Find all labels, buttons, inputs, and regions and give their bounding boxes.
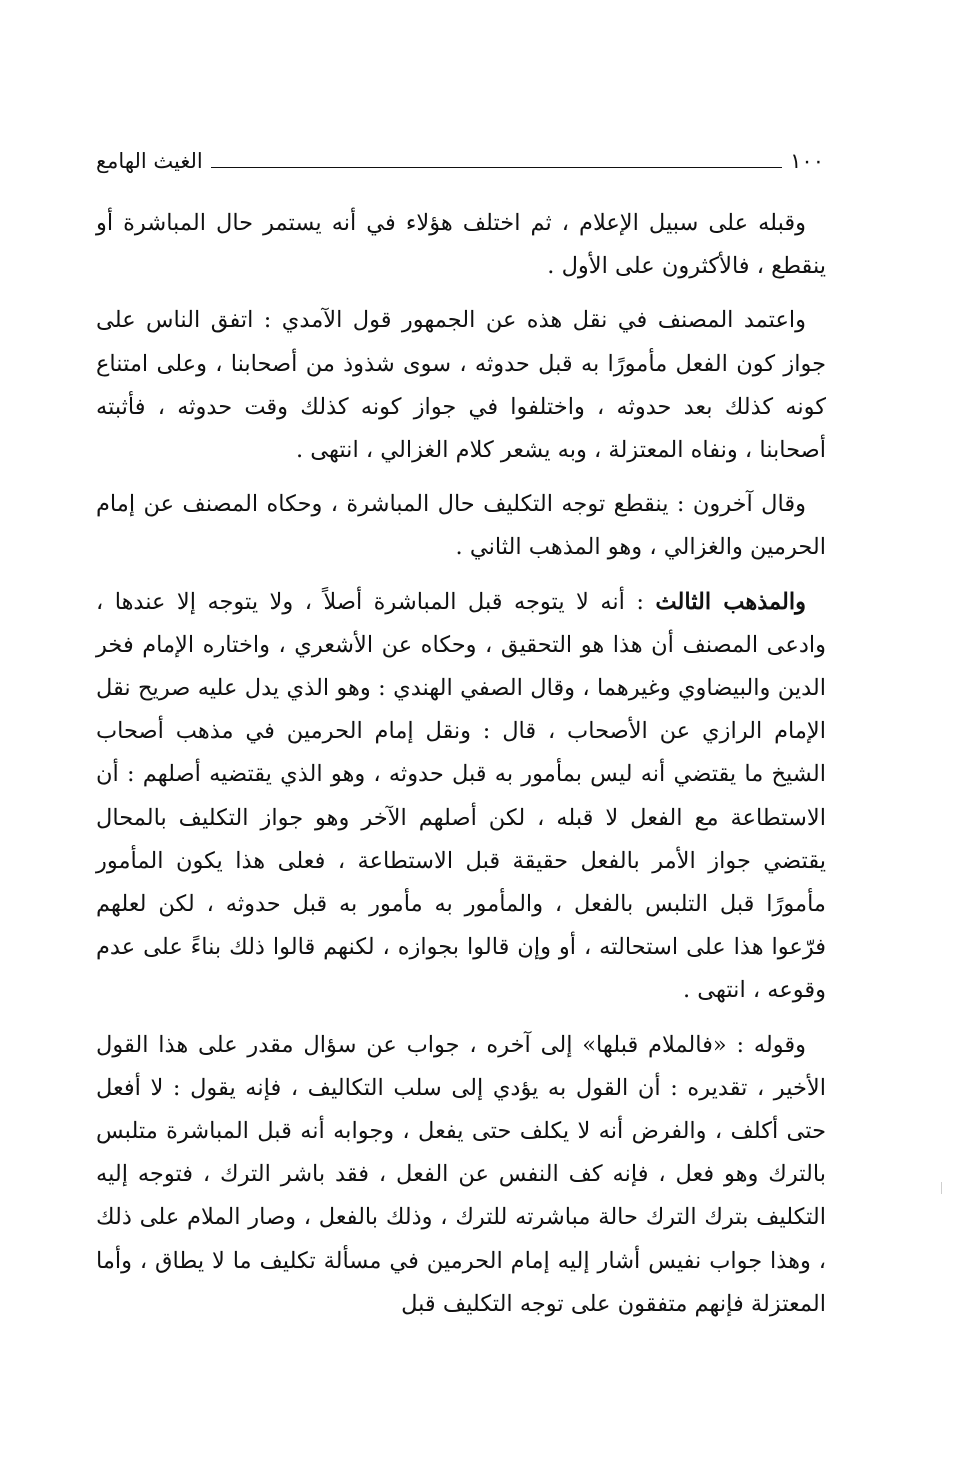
- page-number: ١٠٠: [790, 149, 824, 173]
- paragraph-5: وقوله : «فالملام قبلها» إلى آخره ، جواب عن سؤال مقدر على هذا القول الأخير ، تقديره : أن القول به يؤدي إلى سلب التكاليف ، فإنه يقول : لا أفعل حتى أكلف ، والفرض أنه لا يكلف حتى يفعل ، وجوابه أنه قبل المباشرة متلبس بالترك وهو فعل ، فإنه كف النفس عن الفعل ، فقد باشر الترك ، فتوجه إليه التكليف بترك الترك حالة مباشرته للترك ، وذلك بالفعل ، وصار الملام على ذلك ، وهذا جواب نفيس أشار إليه إمام الحرمين في مسألة تكليف ما لا يطاق ، وأما المعتزلة فإنهم متفقون على توجه التكليف قبل: [96, 1031, 826, 1317]
- paragraph-4: [96, 581, 826, 1013]
- header-rule: [211, 167, 782, 168]
- paragraph-2: واعتمد المصنف في نقل هذه عن الجمهور قول الآمدي : اتفق الناس على جواز كون الفعل مأمورًا به قبل حدوثه ، سوى شذوذ من أصحابنا ، وعلى امتناع كونه كذلك بعد حدوثه ، واختلفوا في جواز كونه كذلك وقت حدوثه ، فأثبته أصحابنا ، ونفاه المعتزلة ، وبه يشعر كلام الغزالي ، انتهى .: [96, 307, 826, 464]
- paragraph-4-text: : أنه لا يتوجه قبل المباشرة أصلاً ، ولا يتوجه إلا عندها ، وادعى المصنف أن هذا هو التحقيق ، وحكاه عن الأشعري ، واختاره الإمام فخر الدين والبيضاوي وغيرهما ، وقال الصفي الهندي : وهو الذي يدل عليه صريح نقل الإمام الرازي عن الأصحاب ، قال : ونقل إمام الحرمين في مذهب أصحاب الشيخ ما يقتضي أنه ليس بمأمور به قبل حدوثه ، وهو الذي يقتضيه أصلهم : أن الاستطاعة مع الفعل لا قبله ، لكن أصلهم الآخر وهو جواز التكليف بالمحال يقتضي جواز الأمر بالفعل حقيقة قبل الاستطاعة ، فعلى هذا يكون المأمور مأمورًا قبل التلبس بالفعل ، والمأمور به مأمور به قبل حدوثه ، لكن لعلهم فرّعوا هذا على استحالته ، أو وإن قالوا بجوازه ، لكنهم قالوا ذلك بناءً على عدم وقوعه ، انتهى .: [96, 588, 826, 1004]
- scan-edge-mark: [941, 1182, 942, 1194]
- paragraph-3: وقال آخرون : ينقطع توجه التكليف حال المباشرة ، وحكاه المصنف عن إمام الحرمين والغزالي ، وهو المذهب الثاني .: [96, 491, 826, 561]
- paragraph-1: وقبله على سبيل الإعلام ، ثم اختلف هؤلاء في أنه يستمر حال المباشرة أو ينقطع ، فالأكثرون على الأول .: [96, 210, 826, 280]
- body-text: [96, 202, 826, 1337]
- book-title: الغيث الهامع: [96, 149, 203, 173]
- running-header: [96, 140, 824, 176]
- section-term: والمذهب الثالث: [655, 588, 806, 615]
